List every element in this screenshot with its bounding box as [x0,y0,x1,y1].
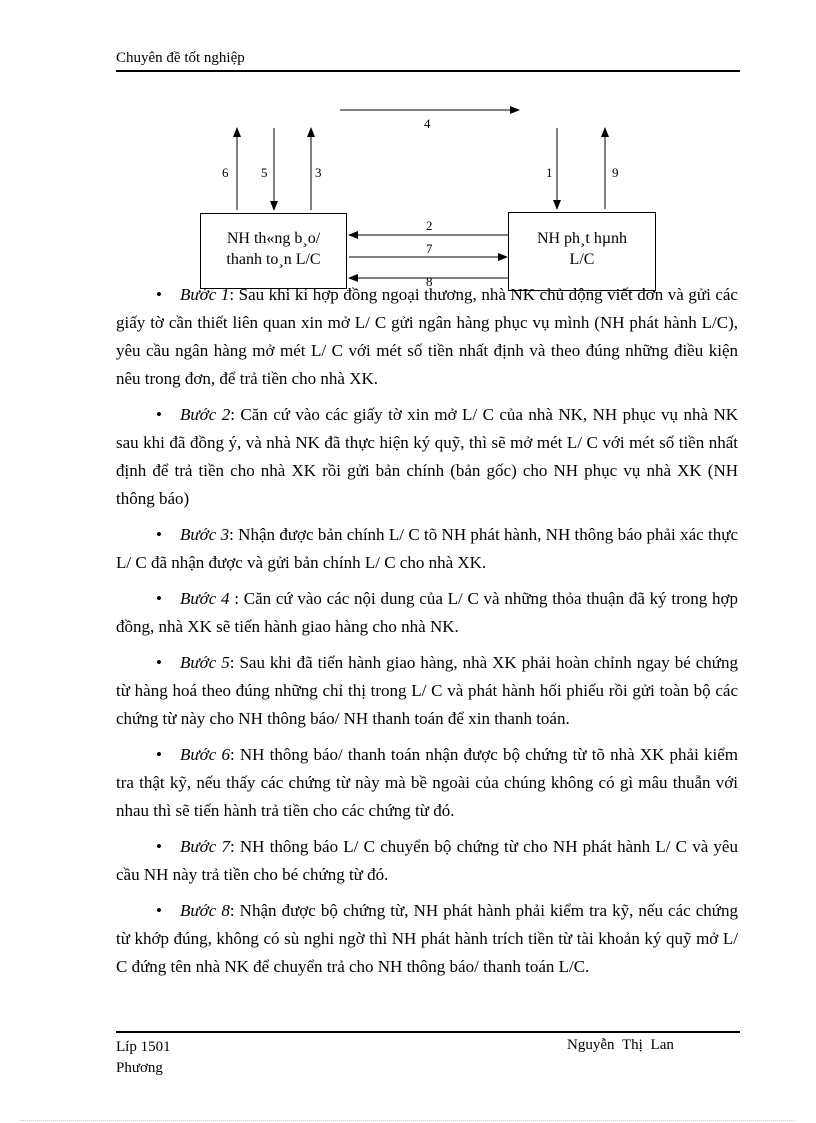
label-4: 4 [424,116,431,131]
label-8: 8 [426,274,433,289]
notifying-bank-box [200,213,347,289]
step-text: Căn cứ vào các giấy tờ xin mở L/ C của nhà NK, NH phục vụ nhà NK sau khi đã đồng ý, và nhà NK đã thực hiện ký quỹ, thì sẽ mở mét L/ C với mét số tiền nhất định để trả tiền cho nhà XK rồi gửi bản chính (bản gốc) cho NH phục vụ nhà XK (NH thông báo) [116,405,738,508]
issuing-bank-box [508,212,656,291]
step-title: Bước 4 [180,589,230,608]
bullet-icon: • [156,901,162,920]
step-paragraph [116,741,738,825]
bullet-icon: • [156,405,162,424]
step-paragraph [116,649,738,733]
bullet-icon: • [156,837,162,856]
step-separator: : [230,405,241,424]
step-separator: : [229,837,240,856]
step-title: Bước 7 [180,837,230,856]
step-text: NH thông báo/ thanh toán nhận được bộ chứng từ tõ nhà XK phải kiểm tra thật kỹ, nếu thấy các chứng từ này mà bề ngoài của chúng không có gì mâu thuẫn với nhau thì sẽ tiến hành trả tiền cho các chứng từ đó. [116,745,738,820]
step-title: Bước 3 [180,525,230,544]
step-paragraph [116,281,738,393]
page-header-title: Chuyên đề tốt nghiệp [116,50,245,66]
step-separator: : [229,589,244,608]
step-title: Bước 6 [180,745,230,764]
step-text: Sau khi kí hợp đồng ngoại thương, nhà NK chủ động viết đơn và gửi các giấy tờ cần thiết liên quan xin mở L/ C gửi ngân hàng phục vụ mình (NH phát hành L/C), yêu cầu ngân hàng mở mét L/ C với mét số tiền nhất định và theo đúng những điều kiện nêu trong đơn, để trả tiền cho nhà XK. [116,285,738,388]
step-separator: : [229,901,240,920]
notifying-bank-line1: NH th«ng b¸o/ [226,230,321,247]
step-text: Sau khi đã tiến hành giao hàng, nhà XK phải hoàn chỉnh ngay bé chứng từ hàng hoá theo đúng những chỉ thị trong L/ C và phát hành hối phiếu rồi gửi toàn bộ các chứng từ này cho NH thông báo/ NH thanh toán để xin thanh toán. [116,653,738,728]
steps-body [116,281,738,989]
bullet-icon: • [156,745,162,764]
step-text: NH thông báo L/ C chuyển bộ chứng từ cho NH phát hành L/ C và yêu cầu NH này trả tiền cho bé chứng từ đó. [116,837,738,884]
notifying-bank-line2: thanh to¸n L/C [226,251,321,268]
footer-class [116,1037,171,1079]
bullet-icon: • [156,525,162,544]
label-2: 2 [426,218,433,233]
step-title: Bước 8 [180,901,230,920]
step-paragraph [116,585,738,641]
label-9: 9 [612,165,619,180]
label-3: 3 [315,165,322,180]
page-bottom-divider [20,1120,796,1121]
footer-class-line2: Phương [116,1060,163,1076]
label-7: 7 [426,241,433,256]
label-6: 6 [222,165,229,180]
lc-flow-diagram [0,0,816,300]
step-separator: : [229,745,240,764]
step-text: Căn cứ vào các nội dung của L/ C và những thỏa thuận đã ký trong hợp đồng, nhà XK sẽ tiến hành giao hàng cho nhà NK. [116,589,738,636]
step-paragraph [116,833,738,889]
step-text: Nhận được bản chính L/ C tõ NH phát hành, NH thông báo phải xác thực L/ C đã nhận được và gửi bản chính L/ C cho nhà XK. [116,525,738,572]
step-separator: : [229,525,239,544]
footer-rule [116,1031,740,1033]
issuing-bank-line2: L/C [569,251,595,268]
step-title: Bước 2 [180,405,231,424]
step-paragraph [116,897,738,981]
label-1: 1 [546,165,553,180]
step-separator: : [229,285,239,304]
step-text: Nhận được bộ chứng từ, NH phát hành phải kiểm tra kỹ, nếu các chứng từ khớp đúng, không có sù nghi ngờ thì NH phát hành trích tiền từ tài khoản ký quỹ mở L/ C đứng tên nhà NK để chuyển trả cho NH thông báo/ thanh toán L/C. [116,901,738,976]
bullet-icon: • [156,285,162,304]
bullet-icon: • [156,589,162,608]
step-paragraph [116,401,738,513]
issuing-bank-line1: NH ph¸t hµnh [536,230,628,247]
step-title: Bước 5 [180,653,230,672]
step-title: Bước 1 [180,285,230,304]
step-separator: : [229,653,240,672]
step-paragraph [116,521,738,577]
bullet-icon: • [156,653,162,672]
footer-author: Nguyễn Thị Lan [567,1037,674,1053]
footer-class-line1: Líp 1501 [116,1039,171,1055]
label-5: 5 [261,165,268,180]
